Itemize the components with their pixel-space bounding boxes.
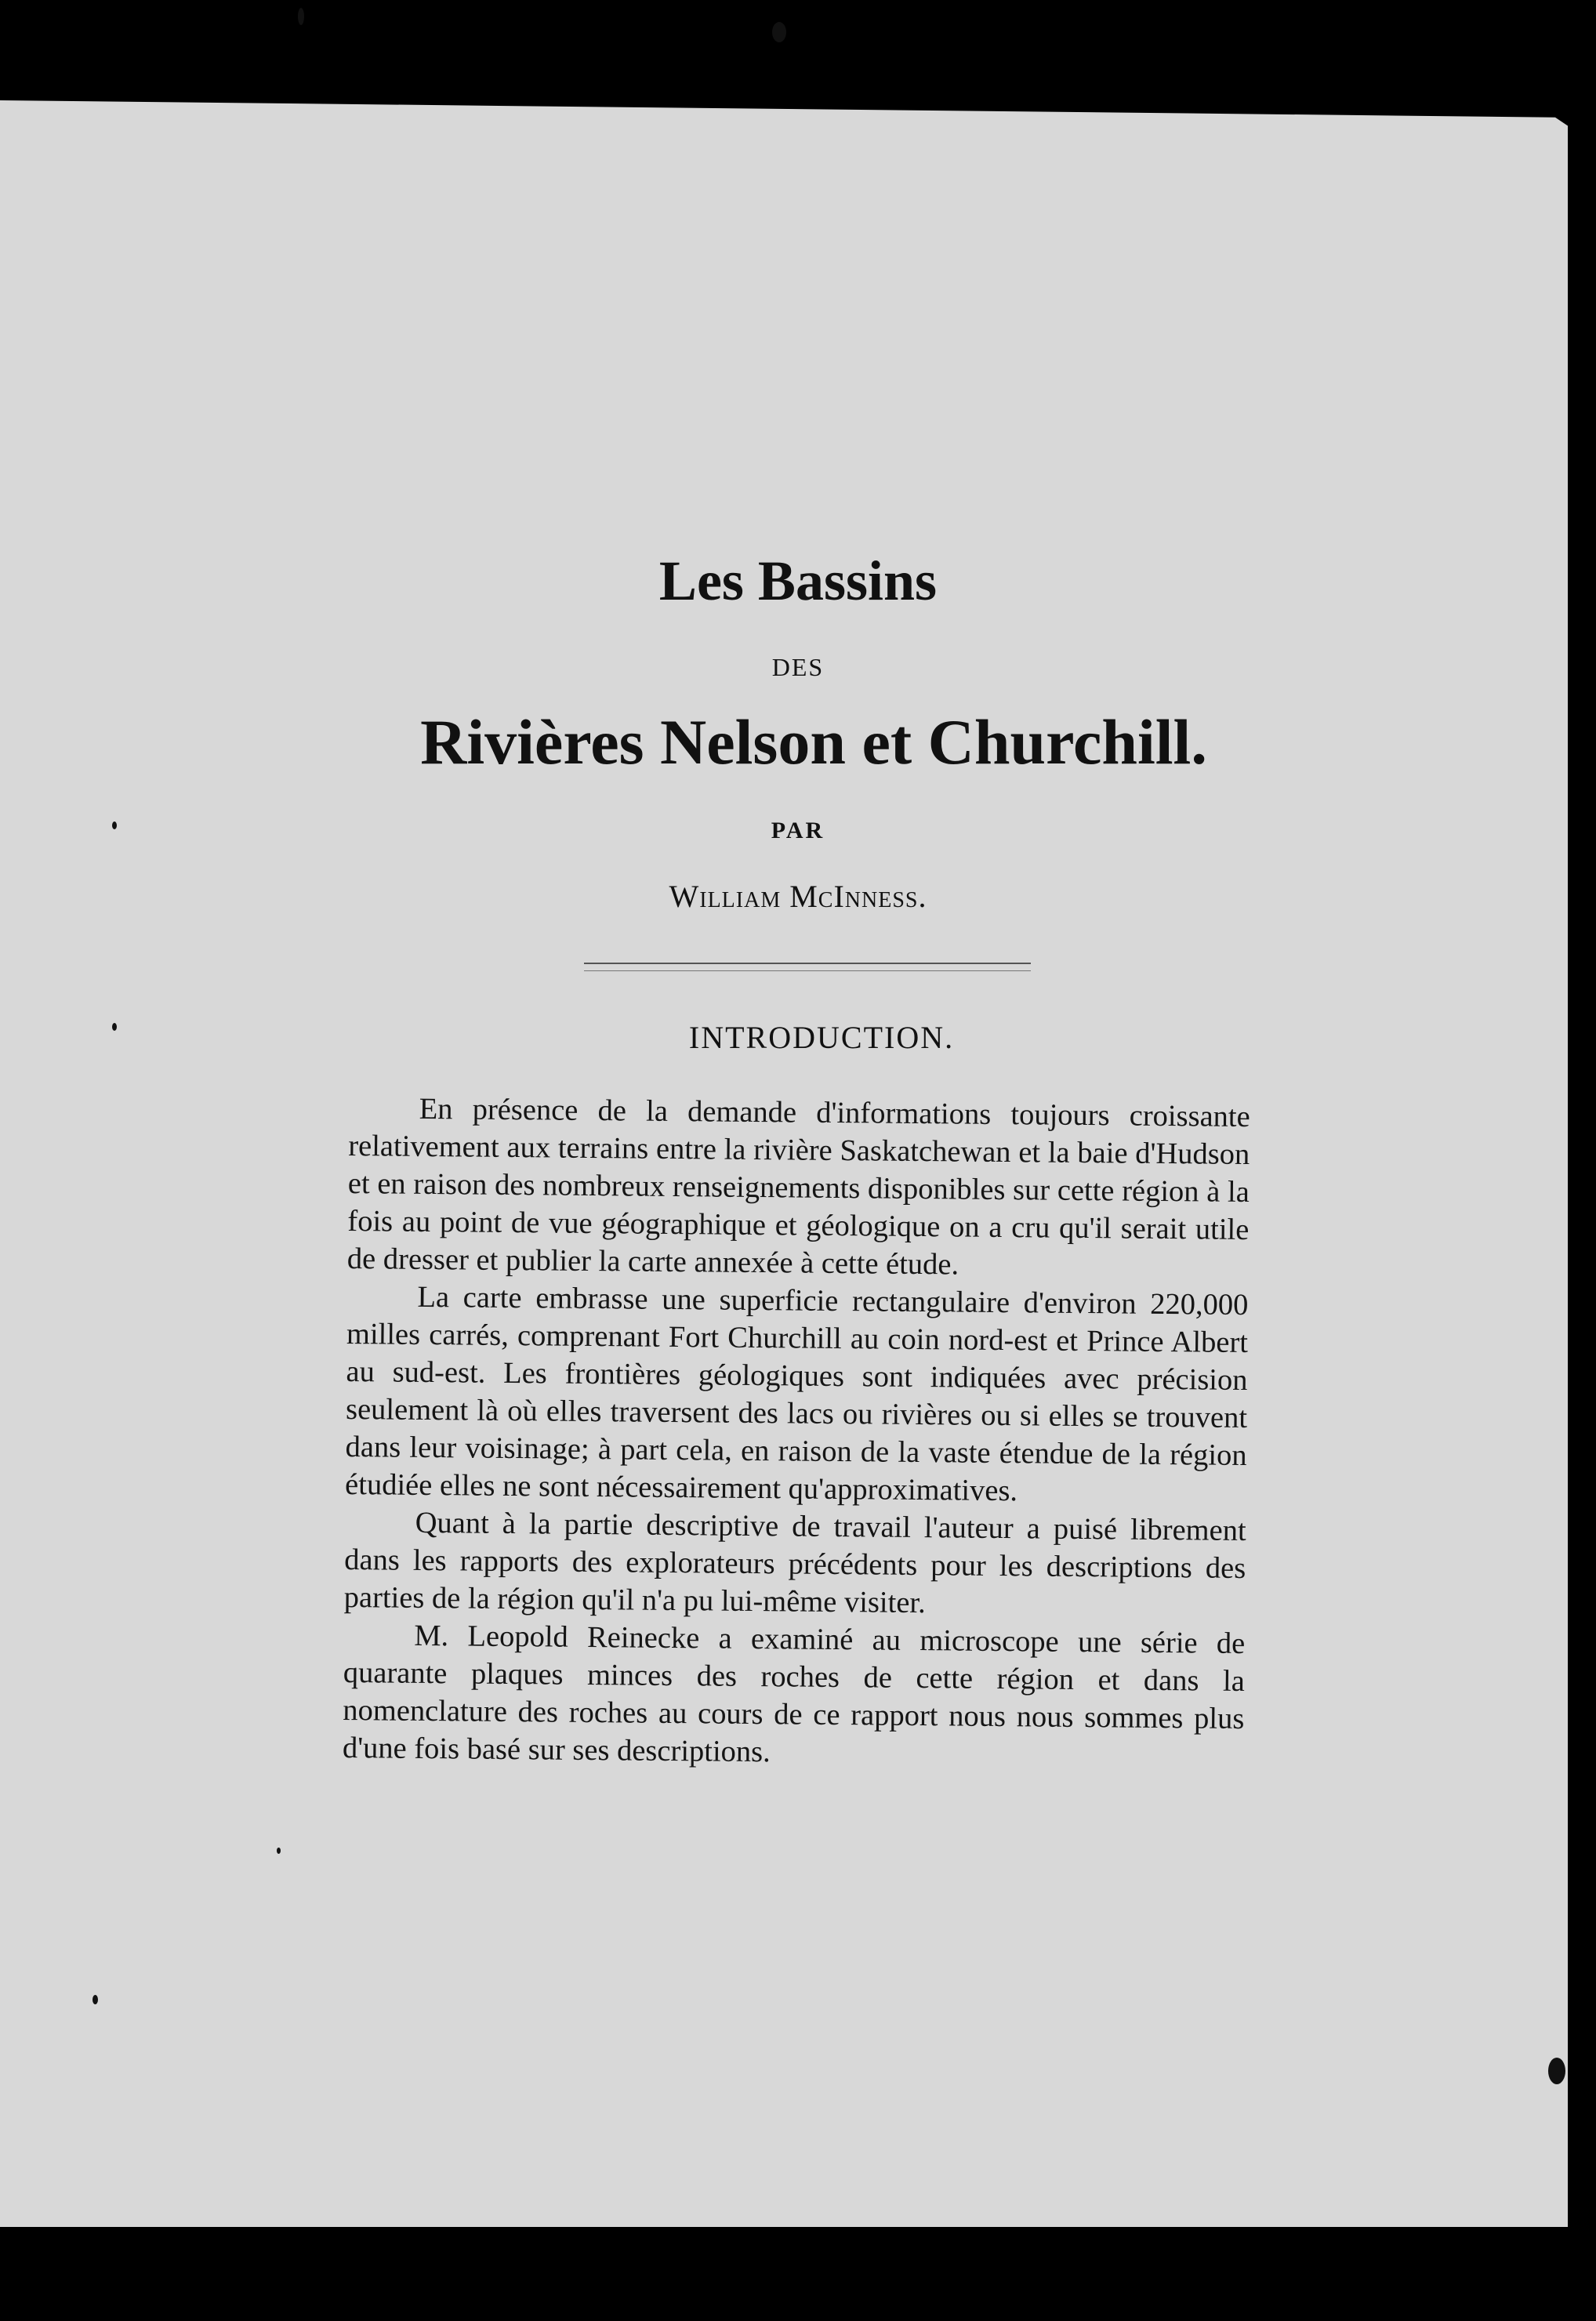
title-divider — [584, 963, 1031, 964]
scan-speck — [298, 8, 304, 25]
title-divider — [584, 970, 1031, 971]
scan-speck — [277, 1848, 281, 1854]
document-subtitle: Rivières Nelson et Churchill. — [420, 706, 1207, 778]
title-connector: DES — [771, 653, 825, 681]
byline-label: PAR — [771, 818, 825, 843]
paragraph: La carte embrasse une superficie rectangulaire d'environ 220,000 milles carrés, comprenant Fort Churchill au coin nord-est et Prince Albert au sud-est. Les frontières géologiques sont indiquées avec précision seulement là où elles traversent des lacs ou rivières ou si elles se trouvent dans leur voisinage; à part cela, en raison de la vaste étendue de la région étudiée elles ne sont nécessairement qu'approximatives. — [344, 1280, 1249, 1508]
document-title: Les Bassins — [658, 549, 938, 612]
section-heading: INTRODUCTION. — [688, 1020, 955, 1055]
paragraph: M. Leopold Reinecke a examiné au microscope une série de quarante plaques minces des roches de cette région et dans la nomenclature des roches au cours de ce rapport nous nous sommes plus d'une fois basé sur ses descriptions. — [342, 1619, 1246, 1769]
scan-speck — [1548, 2058, 1565, 2084]
body-text — [343, 1090, 1250, 1775]
scan-speck — [92, 1995, 98, 2004]
paragraph: En présence de la demande d'informations toujours croissante relativement aux terrains entre la rivière Saskatchewan et la baie d'Hudson et en raison des nombreux renseignements disponibles sur cette région à la fois au point de vue géographique et géologique on a cru qu'il serait utile de dresser et publier la carte annexée à cette étude. — [346, 1092, 1250, 1282]
scan-speck — [772, 22, 786, 42]
author-name: William McInness. — [669, 879, 927, 914]
paragraph: Quant à la partie descriptive de travail l'auteur a puisé librement dans les rapports des explorateurs précédents pour les descriptions des parties de la région qu'il n'a pu lui-même visiter. — [343, 1506, 1246, 1620]
